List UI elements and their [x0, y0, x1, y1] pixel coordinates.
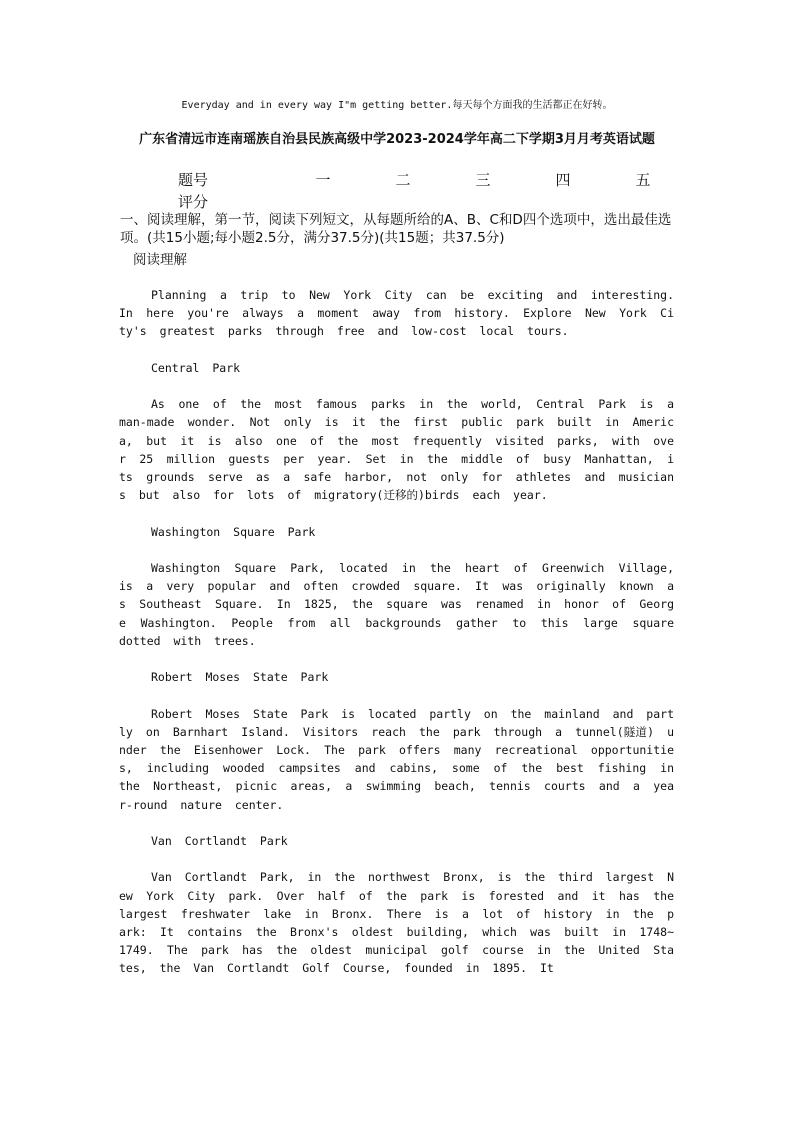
score-cell-4	[523, 190, 603, 212]
score-label: 评分	[178, 192, 209, 211]
column-4: 四	[555, 170, 571, 189]
park-heading: Washington Square Park	[151, 524, 316, 539]
park-paragraph: Washington Square Park, located in the heart of Greenwich Village, is a very popular and often crowded square. It was originally known as Southeast Square. In 1825, the square was renamed in honor of George Washington. People from all backgrounds gather to this large square dotted with trees.	[119, 560, 674, 648]
score-table-score-row	[178, 190, 683, 212]
score-cell-2	[363, 190, 443, 212]
park-paragraph: Robert Moses State Park is located partly on the mainland and partly on Barnhart Island. Visitors reach the park through a tunnel(隧道) under the Eisenhower Lock. The park offers many recreational opportunities, including wooded campsites and cabins, some of the best fishing in the Northeast, picnic areas, a swimming beach, tennis courts and a year-round nature center.	[119, 706, 674, 812]
park-paragraph: As one of the most famous parks in the world, Central Park is a man-made wonder. Not only is it the first public park built in America, but it is also one of the most frequently visited parks, with over 25 million guests per year. Set in the middle of busy Manhattan, its grounds serve as a safe harbor, not only for athletes and musicians but also for lots of migratory(迁移的)birds each year.	[119, 397, 674, 503]
park-heading: Van Cortlandt Park	[151, 833, 288, 848]
column-3: 三	[475, 170, 491, 189]
park-heading: Central Park	[151, 360, 241, 375]
score-cell-5	[603, 190, 683, 212]
score-cell-1	[283, 190, 363, 212]
reading-passage	[119, 286, 674, 996]
section-subheading: 阅读理解	[133, 252, 187, 268]
question-number-label: 题号	[178, 170, 209, 189]
score-cell-3	[443, 190, 523, 212]
score-table-header-row	[178, 168, 683, 190]
column-5: 五	[635, 170, 651, 189]
score-table	[178, 168, 683, 212]
exam-title: 广东省清远市连南瑶族自治县民族高级中学2023-2024学年高二下学期3月月考英语试题	[139, 132, 655, 147]
column-1: 一	[315, 170, 331, 189]
passage-intro: Planning a trip to New York City can be exciting and interesting. In here you're always a moment away from history. Explore New York City's greatest parks through free and low-cost local tours.	[119, 288, 674, 339]
park-heading: Robert Moses State Park	[151, 670, 329, 685]
page-motto: Everyday and in every way I"m getting better.每天每个方面我的生活都正在好转。	[181, 100, 613, 111]
park-paragraph: Van Cortlandt Park, in the northwest Bronx, is the third largest New York City park. Over half of the park is forested and it has the largest freshwater lake in Bronx. There is a lot of history in the park: It contains the Bronx's oldest building, which was built in 1748~1749. The park has the oldest municipal golf course in the United States, the Van Cortlandt Golf Course, founded in 1895. It	[119, 870, 674, 976]
column-2: 二	[395, 170, 411, 189]
section-heading: 一、阅读理解，第一节，阅读下列短文，从每题所给的A、B、C和D四个选项中，选出最佳选项。(共15小题;每小题2.5分，满分37.5分)(共15题；共37.5分)	[120, 212, 672, 246]
